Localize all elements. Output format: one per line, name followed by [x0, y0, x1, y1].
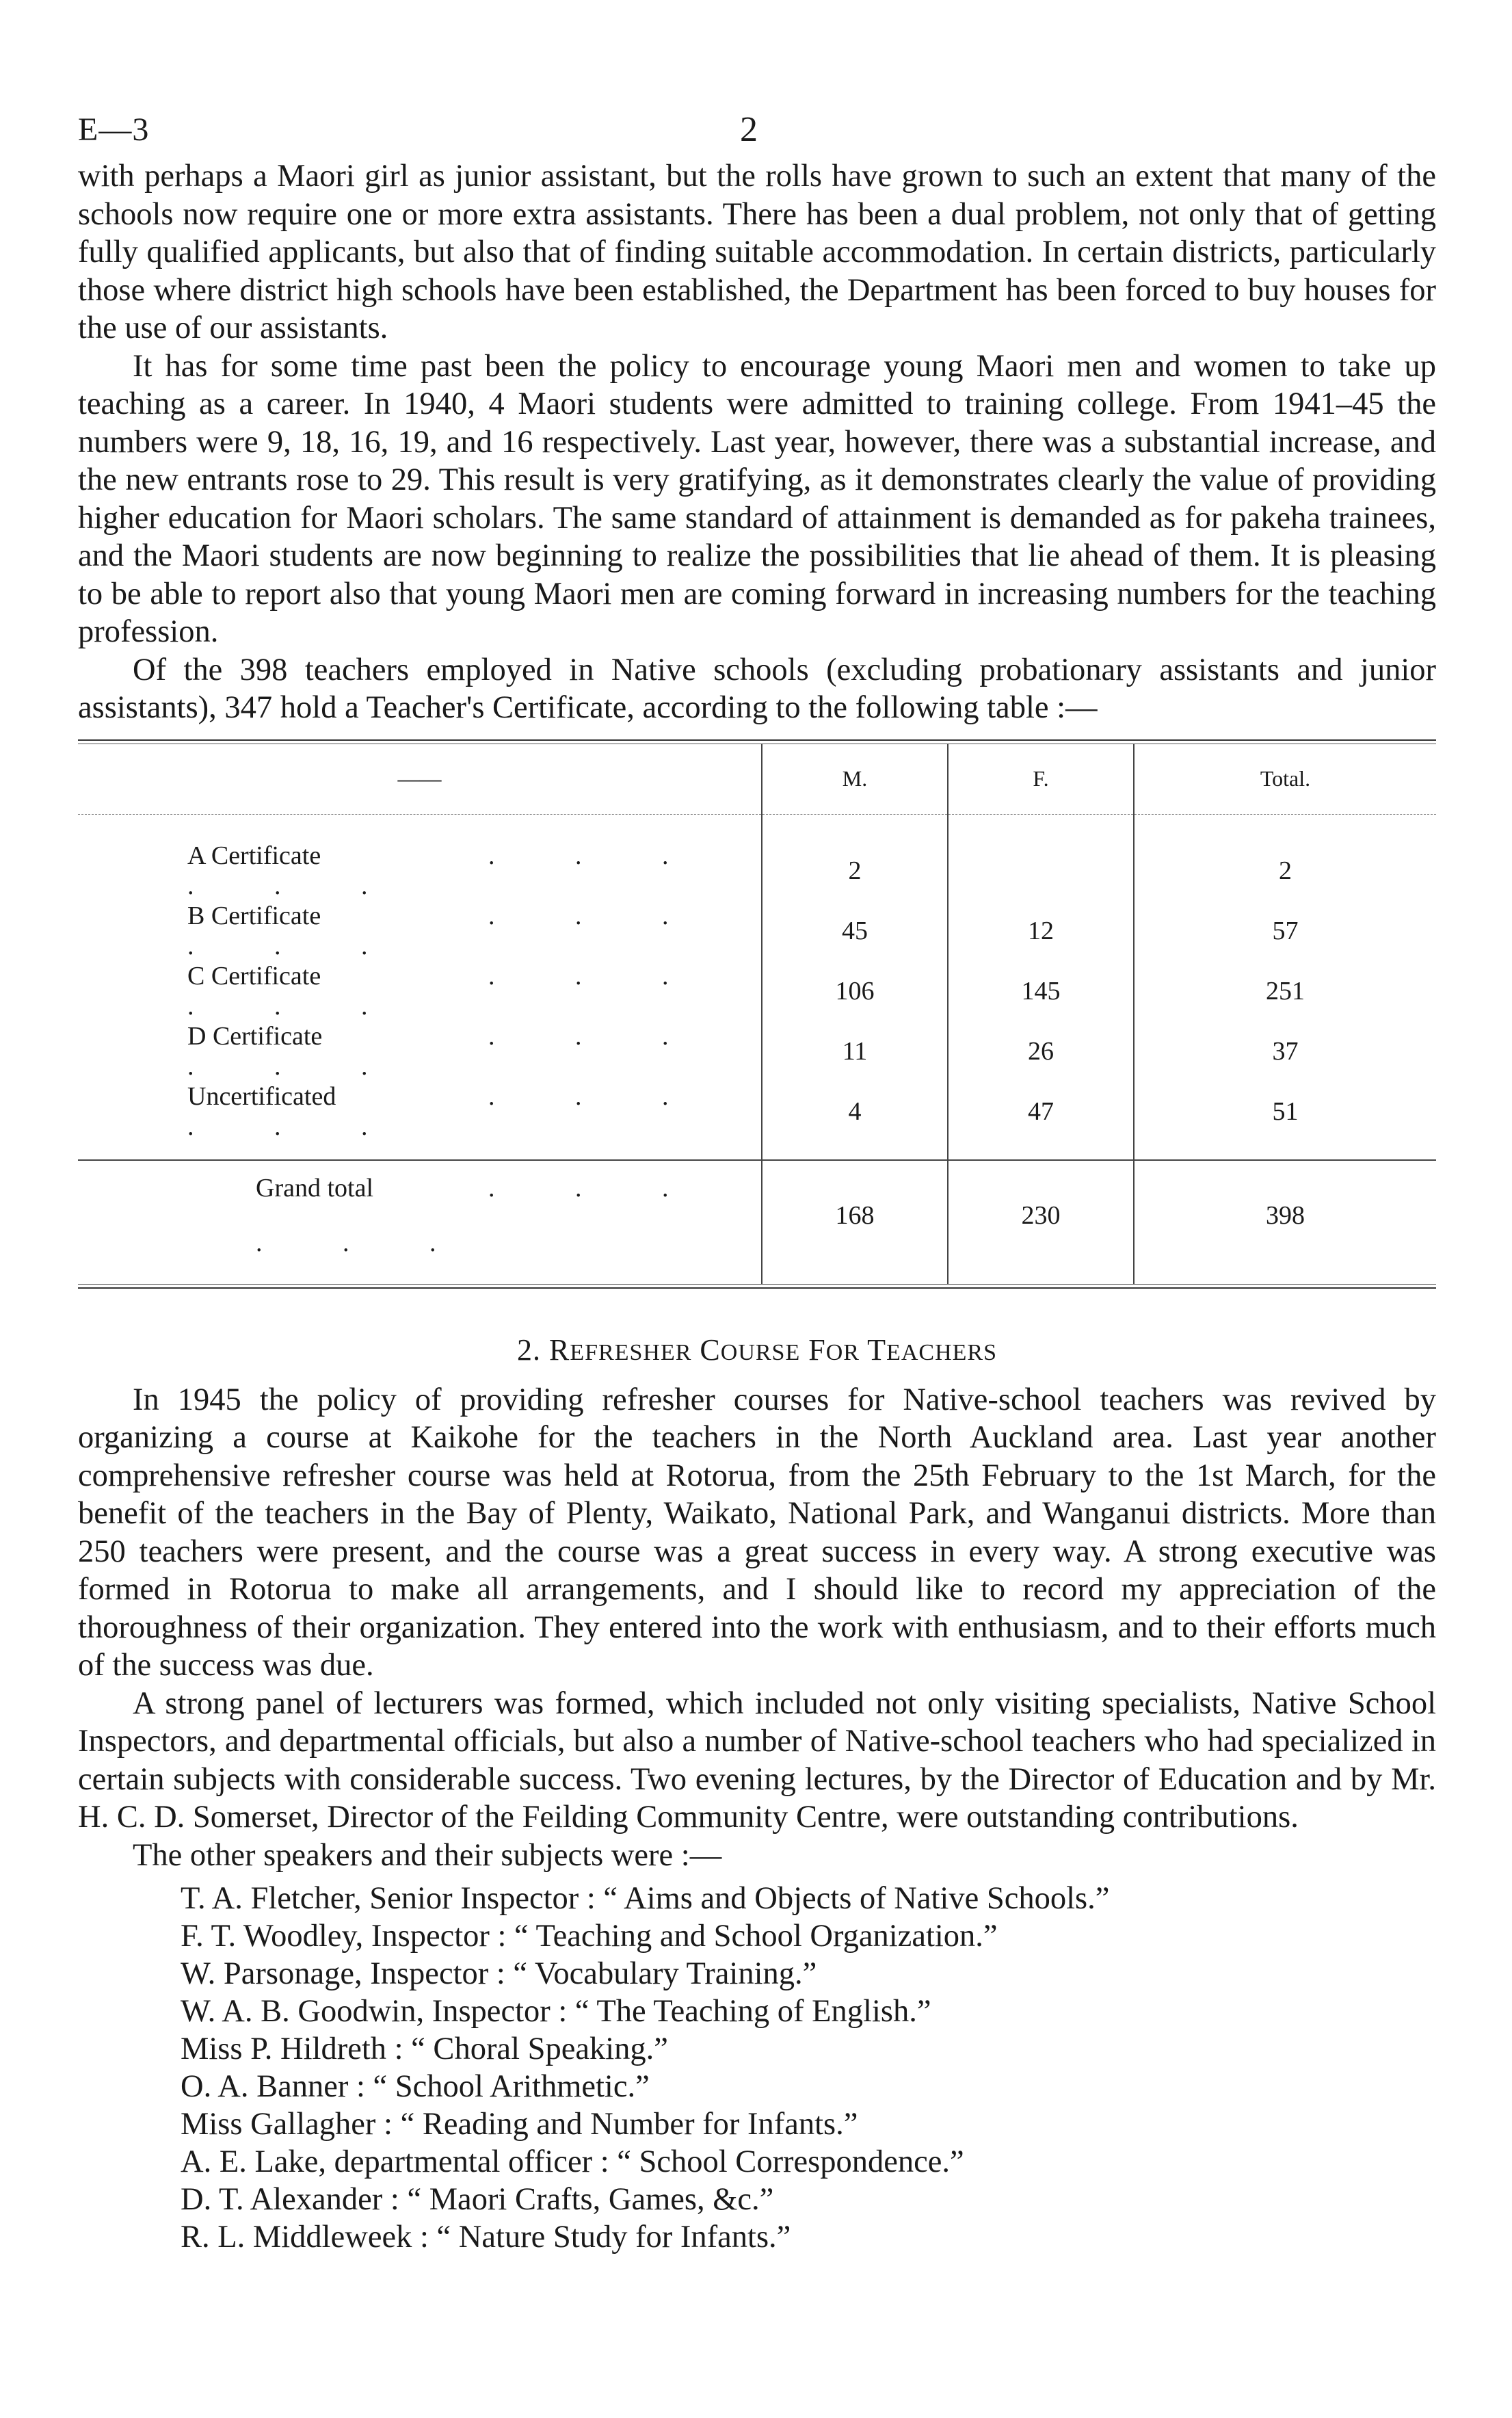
- table-row: [78, 1081, 1436, 1160]
- paragraph-certificate-intro: Of the 398 teachers employed in Native schools (excluding probationary assistants and junior assistants), 347 hold a Teacher's Certificate, according to the following table :—: [78, 652, 1436, 725]
- speakers-list: [78, 1880, 1436, 2256]
- cell-total: 51: [1134, 1081, 1436, 1160]
- cell-female: 26: [948, 1021, 1134, 1081]
- cell-male: 11: [762, 1021, 948, 1081]
- leader-dots: . . . . . .: [256, 1173, 706, 1257]
- list-item: D. T. Alexander : “ Maori Crafts, Games, &c.”: [181, 2182, 774, 2217]
- table-row: [78, 901, 1436, 961]
- list-item: O. A. Banner : “ School Arithmetic.”: [181, 2069, 650, 2104]
- leader-dots: . . . . . .: [187, 901, 706, 960]
- grand-total-row: [78, 1160, 1436, 1284]
- header-male: M.: [762, 744, 948, 815]
- section-heading: [78, 1332, 1436, 1367]
- leader-dots: . . . . . .: [187, 841, 706, 900]
- paragraph-speakers-intro: The other speakers and their subjects were :—: [133, 1837, 722, 1873]
- list-item: T. A. Fletcher, Senior Inspector : “ Aims and Objects of Native Schools.”: [181, 1881, 1110, 1916]
- list-item: Miss Gallagher : “ Reading and Number for Infants.”: [181, 2107, 858, 2142]
- table-row: [78, 814, 1436, 901]
- grand-total-total: 398: [1134, 1160, 1436, 1284]
- leader-dots: . . . . . .: [187, 961, 706, 1021]
- leader-dots: . . . . . .: [187, 1081, 706, 1141]
- header-female: F.: [948, 744, 1134, 815]
- list-item: F. T. Woodley, Inspector : “ Teaching and School Organization.”: [181, 1919, 998, 1954]
- page-header: [78, 103, 1436, 157]
- table-row: [78, 961, 1436, 1021]
- header-total: Total.: [1134, 744, 1436, 815]
- row-label: B Certificate: [187, 901, 321, 930]
- cell-male: 2: [762, 814, 948, 901]
- paragraph-lecturers: A strong panel of lecturers was formed, which included not only visiting specialists, Native School Inspectors, and departmental officials, but also a number of Native-school teachers who had specialized in certain subjects with considerable success. Two evening lectures, by the Director of Education and by Mr. H. C. D. Somerset, Director of the Feilding Community Centre, were outstanding contributions.: [78, 1685, 1436, 1835]
- cell-female: 145: [948, 961, 1134, 1021]
- cell-male: 45: [762, 901, 948, 961]
- list-item: R. L. Middleweek : “ Nature Study for Infants.”: [181, 2220, 791, 2255]
- cell-male: 4: [762, 1081, 948, 1160]
- cell-male: 106: [762, 961, 948, 1021]
- header-label: ——: [78, 744, 762, 815]
- table-row: [78, 1021, 1436, 1081]
- row-label: Uncertificated: [187, 1081, 336, 1111]
- list-item: A. E. Lake, departmental officer : “ School Correspondence.”: [181, 2144, 964, 2179]
- row-label: D Certificate: [187, 1021, 323, 1051]
- row-label: C Certificate: [187, 961, 321, 990]
- list-item: W. Parsonage, Inspector : “ Vocabulary Training.”: [181, 1956, 817, 1991]
- cell-female: [948, 814, 1134, 901]
- section-number: 2.: [517, 1332, 541, 1367]
- cell-total: 2: [1134, 814, 1436, 901]
- page-number: 2: [740, 110, 758, 149]
- cell-female: 12: [948, 901, 1134, 961]
- cell-total: 251: [1134, 961, 1436, 1021]
- document-page: [78, 103, 1436, 2256]
- section-title: REFRESHER COURSE FOR TEACHERS: [549, 1332, 997, 1367]
- grand-total-label: Grand total: [256, 1173, 374, 1203]
- cell-total: 37: [1134, 1021, 1436, 1081]
- cell-female: 47: [948, 1081, 1134, 1160]
- row-label: A Certificate: [187, 841, 321, 870]
- grand-total-male: 168: [762, 1160, 948, 1284]
- certificate-table: [78, 744, 1436, 1284]
- paragraph-continuation: with perhaps a Maori girl as junior assistant, but the rolls have grown to such an extent that many of the schools now require one or more extra assistants. There has been a dual problem, not only that of getting fully qualified applicants, but also that of finding suitable accommodation. In certain districts, particularly those where district high schools have been established, the Department has been forced to buy houses for the use of our assistants.: [78, 159, 1436, 345]
- paragraph-refresher-course: In 1945 the policy of providing refresher courses for Native-school teachers was revived by organizing a course at Kaikohe for the teachers in the North Auckland area. Last year another comprehensive refresher course was held at Rotorua, from the 25th February to the 1st March, for the benefit of the teachers in the Bay of Plenty, Waikato, National Park, and Wanganui districts. More than 250 teachers were present, and the course was a great success in every way. A strong executive was formed in Rotorua to make all arrangements, and I should like to record my appreciation of the thoroughness of their organization. They entered into the work with enthusiasm, and to their efforts much of the success was due.: [78, 1382, 1436, 1683]
- document-code: E—3: [78, 111, 150, 148]
- list-item: W. A. B. Goodwin, Inspector : “ The Teaching of English.”: [181, 1994, 931, 2029]
- leader-dots: . . . . . .: [187, 1021, 706, 1081]
- certificate-table-frame: [78, 739, 1436, 1289]
- grand-total-female: 230: [948, 1160, 1134, 1284]
- cell-total: 57: [1134, 901, 1436, 961]
- list-item: Miss P. Hildreth : “ Choral Speaking.”: [181, 2032, 668, 2066]
- table-header-row: [78, 744, 1436, 815]
- paragraph-maori-teaching-policy: It has for some time past been the policy to encourage young Maori men and women to take up teaching as a career. In 1940, 4 Maori students were admitted to training college. From 1941–45 the numbers were 9, 18, 16, 19, and 16 respectively. Last year, however, there was a substantial increase, and the new entrants rose to 29. This result is very gratifying, as it demonstrates clearly the value of providing higher education for Maori scholars. The same standard of attainment is demanded as for pakeha trainees, and the Maori students are now beginning to realize the possibilities that lie ahead of them. It is pleasing to be able to report also that young Maori men are coming forward in increasing numbers for the teaching profession.: [78, 348, 1436, 649]
